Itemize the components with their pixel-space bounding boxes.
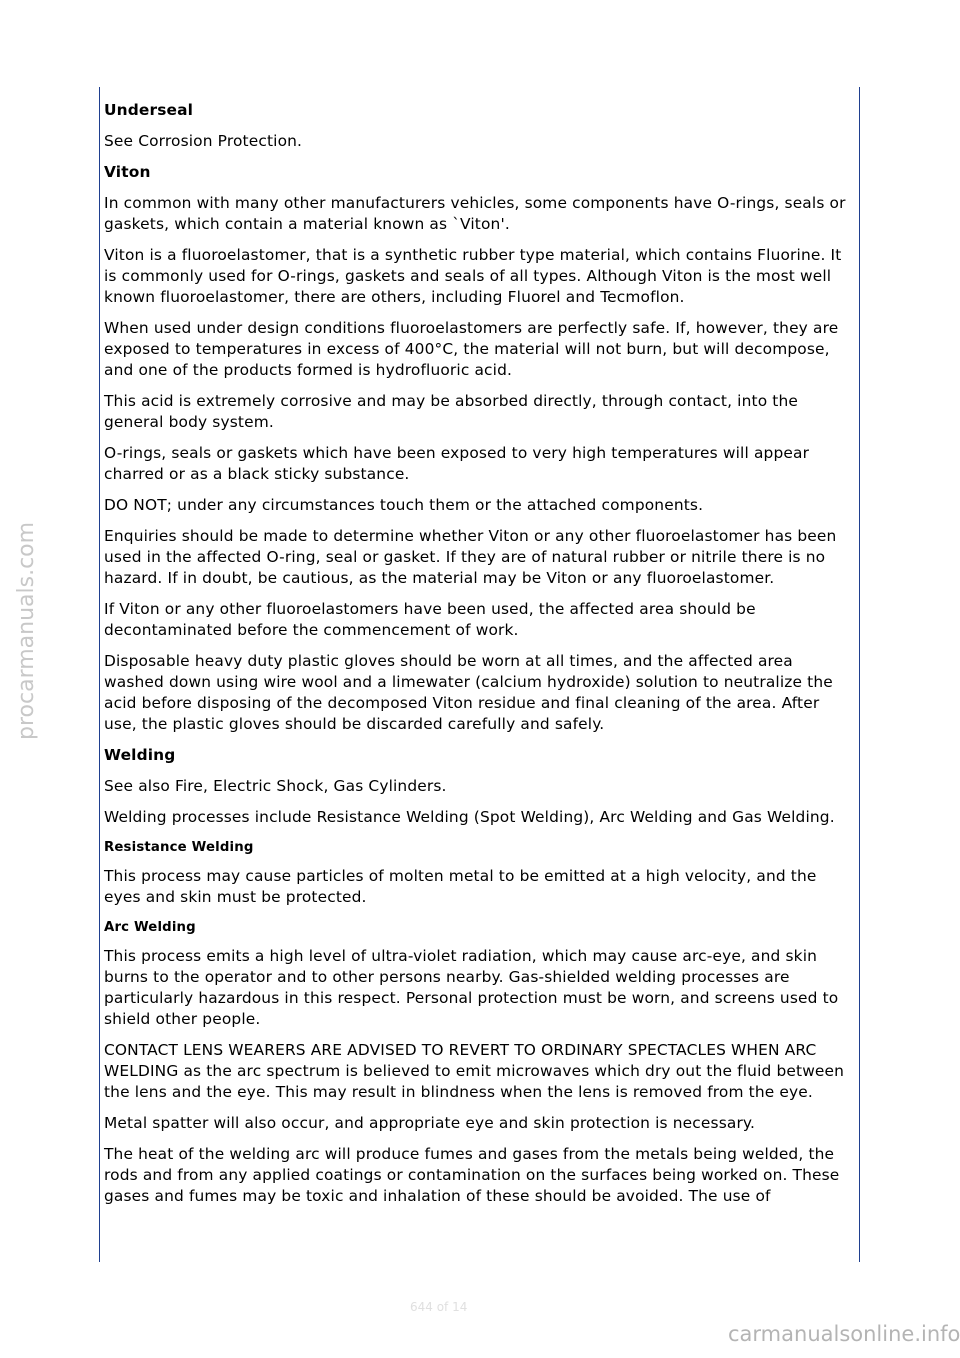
right-margin-rule	[859, 87, 860, 1262]
subsection-heading: Arc Welding	[104, 920, 196, 935]
paragraph: Viton is a fluoroelastomer, that is a synthetic rubber type material, which contains Fluorine. It is commonly used for O-rings, gaskets and seals of all types. Although Viton is the most well known fluoroelastomer, there are others, including Fluorel and Tecmoflon.	[104, 246, 842, 306]
bottom-watermark: carmanualsonline.info	[728, 1322, 960, 1346]
section-heading: Underseal	[104, 101, 194, 119]
section-heading: Viton	[104, 163, 151, 181]
paragraph: Metal spatter will also occur, and appropriate eye and skin protection is necessary.	[104, 1114, 756, 1132]
paragraph: O-rings, seals or gaskets which have been exposed to very high temperatures will appear charred or as a black sticky substance.	[104, 444, 810, 483]
paragraph: In common with many other manufacturers vehicles, some components have O-rings, seals or gaskets, which contain a material known as `Viton'.	[104, 194, 846, 233]
paragraph: When used under design conditions fluoroelastomers are perfectly safe. If, however, they are exposed to temperatures in excess of 400°C, the material will not burn, but will decompose, and one of the products formed is hydrofluoric acid.	[104, 319, 839, 379]
page-number: 644 of 14	[410, 1300, 468, 1314]
left-margin-rule	[99, 87, 100, 1262]
section-heading: Welding	[104, 746, 176, 764]
paragraph: See also Fire, Electric Shock, Gas Cylinders.	[104, 777, 447, 795]
paragraph: The heat of the welding arc will produce fumes and gases from the metals being welded, the rods and from any applied coatings or contamination on the surfaces being worked on. These gases and fumes may be toxic and inhalation of these should be avoided. The use of	[104, 1145, 840, 1205]
paragraph: See Corrosion Protection.	[104, 132, 303, 150]
paragraph: Welding processes include Resistance Welding (Spot Welding), Arc Welding and Gas Welding.	[104, 808, 835, 826]
paragraph: This acid is extremely corrosive and may be absorbed directly, through contact, into the general body system.	[104, 392, 799, 431]
paragraph: Enquiries should be made to determine whether Viton or any other fluoroelastomer has been used in the affected O-ring, seal or gasket. If they are of natural rubber or nitrile there is no hazard. If in doubt, be cautious, as the material may be Viton or any fluoroelastomer.	[104, 527, 837, 587]
paragraph: This process emits a high level of ultra-violet radiation, which may cause arc-eye, and skin burns to the operator and to other persons nearby. Gas-shielded welding processes are particularly hazardous in this respect. Personal protection must be worn, and screens used to shield other people.	[104, 947, 839, 1028]
subsection-heading: Resistance Welding	[104, 840, 254, 855]
paragraph: CONTACT LENS WEARERS ARE ADVISED TO REVERT TO ORDINARY SPECTACLES WHEN ARC WELDING as the arc spectrum is believed to emit microwaves which dry out the fluid between the lens and the eye. This may result in blindness when the lens is removed from the eye.	[104, 1041, 845, 1101]
paragraph: Disposable heavy duty plastic gloves should be worn at all times, and the affected area washed down using wire wool and a limewater (calcium hydroxide) solution to neutralize the acid before disposing of the decomposed Viton residue and final cleaning of the area. After use, the plastic gloves should be discarded carefully and safely.	[104, 652, 833, 733]
document-body	[104, 100, 856, 1217]
paragraph: This process may cause particles of molten metal to be emitted at a high velocity, and the eyes and skin must be protected.	[104, 867, 817, 906]
paragraph: If Viton or any other fluoroelastomers have been used, the affected area should be decontaminated before the commencement of work.	[104, 600, 756, 639]
side-watermark: procarmanuals.com	[14, 521, 39, 740]
paragraph: DO NOT; under any circumstances touch them or the attached components.	[104, 496, 704, 514]
